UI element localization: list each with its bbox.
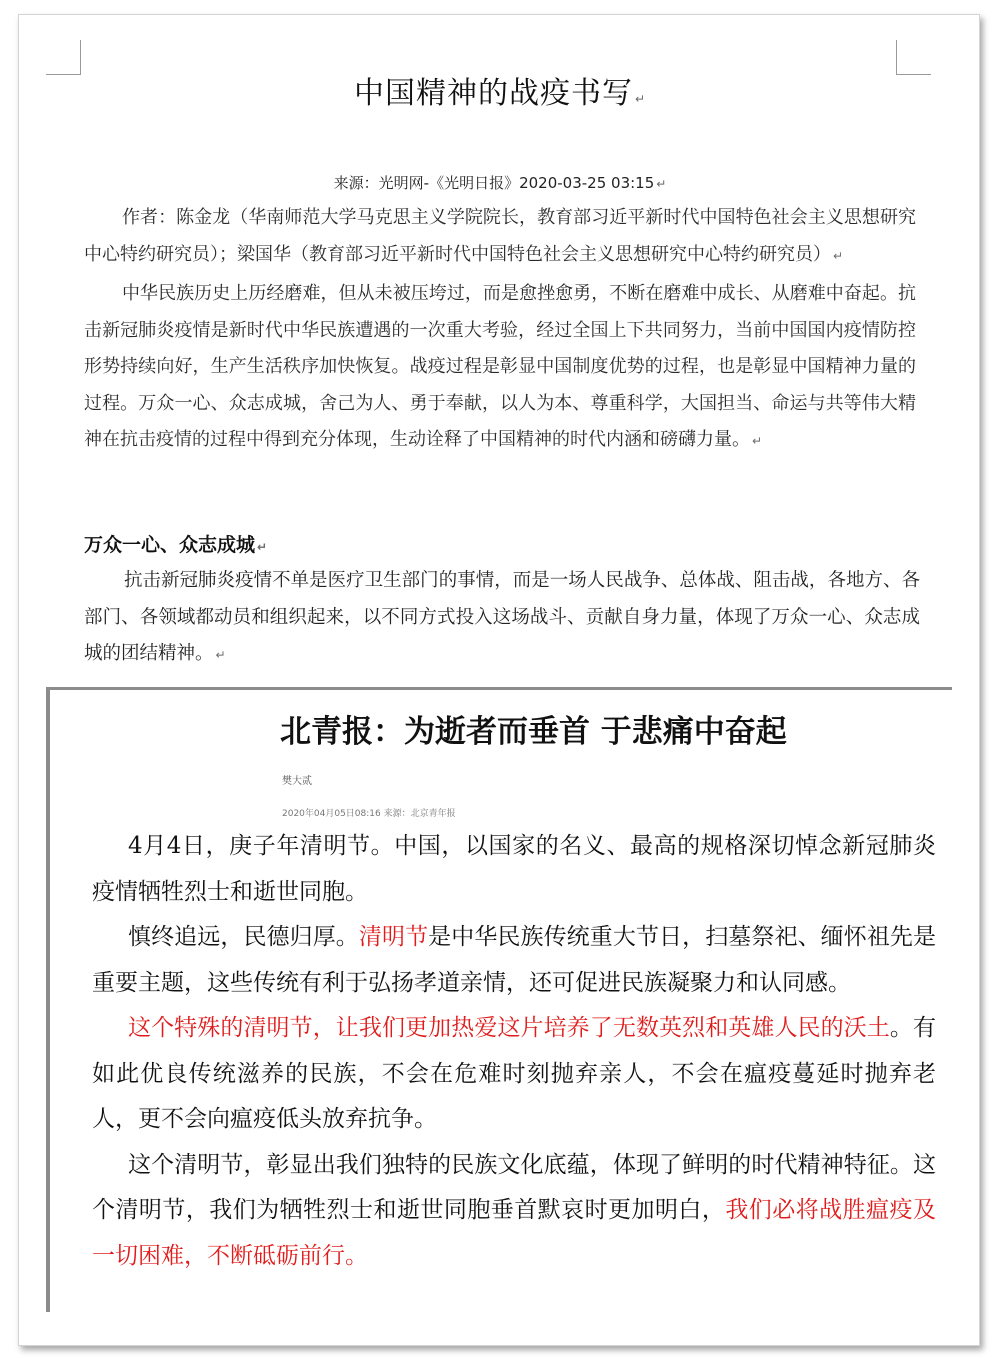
highlight-text: 我们必将战胜瘟疫及一切困难，不断砥砺前行。 — [92, 1197, 937, 1269]
paragraph-mark-icon: ↵ — [257, 540, 268, 554]
news-byline: 樊大贰 — [282, 776, 312, 787]
article-source: 来源：光明网-《光明日报》2020-03-25 03:15 ↵ — [333, 174, 667, 192]
paragraph-mark-icon: ↵ — [634, 92, 647, 106]
paragraph-mark-icon: ↵ — [833, 248, 844, 263]
article-body — [84, 200, 916, 462]
news-body — [92, 824, 936, 1279]
intro-paragraph: 中华民族历史上历经磨难，但从未被压垮过，而是愈挫愈勇，不断在磨难中成长、从磨难中奋起。抗击新冠肺炎疫情是新时代中华民族遭遇的一次重大考验，经过全国上下共同努力，当前中国国内疫情防控形势持续向好，生产生活秩序加快恢复。战疫过程是彰显中国制度优势的过程，也是彰显中国精神力量的过程。万众一心、众志成城，舍己为人、勇于奉献，以人为本、尊重科学，大国担当、命运与共等伟大精神在抗击疫情的过程中得到充分体现，生动诠释了中国精神的时代内涵和磅礴力量。 ↵ — [84, 283, 916, 450]
news-paragraph-3: 这个特殊的清明节，让我们更加热爱这片培养了无数英烈和英雄人民的沃土。有如此优良传统滋养的民族，不会在危难时刻抛弃亲人，不会在瘟疫蔓延时抛弃老人，更不会向瘟疫低头放弃抗争。 — [92, 1015, 937, 1132]
author-paragraph: 作者：陈金龙（华南师范大学马克思主义学院院长，教育部习近平新时代中国特色社会主义思想研究中心特约研究员）；梁国华（教育部习近平新时代中国特色社会主义思想研究中心特约研究员） ↵ — [84, 207, 916, 265]
news-meta: 2020年04月05日08:16 来源：北京青年报 — [282, 809, 456, 819]
news-paragraph-2: 慎终追远，民德归厚。清明节是中华民族传统重大节日，扫墓祭祀、缅怀祖先是重要主题，这些传统有利于弘扬孝道亲情，还可促进民族凝聚力和认同感。 — [92, 924, 937, 996]
article-title: 中国精神的战疫书写 ↵ — [353, 76, 647, 111]
news-paragraph-4: 这个清明节，彰显出我们独特的民族文化底蕴，体现了鲜明的时代精神特征。这个清明节，我们为牺牲烈士和逝世同胞垂首默哀时更加明白，我们必将战胜瘟疫及一切困难，不断砥砺前行。 — [92, 1151, 937, 1269]
screenshot-frame-top — [46, 687, 952, 690]
paragraph-mark-icon: ↵ — [656, 177, 667, 191]
news-title: 北青报：为逝者而垂首 于悲痛中奋起 — [280, 714, 787, 750]
paragraph-mark-icon: ↵ — [752, 434, 763, 448]
section-body — [84, 563, 920, 674]
paragraph-mark-icon: ↵ — [215, 648, 226, 662]
section-heading: 万众一心、众志成城 ↵ — [84, 534, 268, 556]
news-paragraph-1: 4月4日，庚子年清明节。中国，以国家的名义、最高的规格深切悼念新冠肺炎疫情牺牲烈士和逝世同胞。 — [92, 833, 936, 905]
highlight-text: 清明节 — [358, 924, 429, 950]
section-paragraph: 抗击新冠肺炎疫情不单是医疗卫生部门的事情，而是一场人民战争、总体战、阻击战，各地方、各部门、各领域都动员和组织起来，以不同方式投入这场战斗、贡献自身力量，体现了万众一心、众志成城的团结精神。 ↵ — [84, 570, 920, 664]
highlight-text: 这个特殊的清明节，让我们更加热爱这片培养了无数英烈和英雄人民的沃土 — [128, 1015, 890, 1041]
screenshot-frame-left — [46, 687, 50, 1312]
